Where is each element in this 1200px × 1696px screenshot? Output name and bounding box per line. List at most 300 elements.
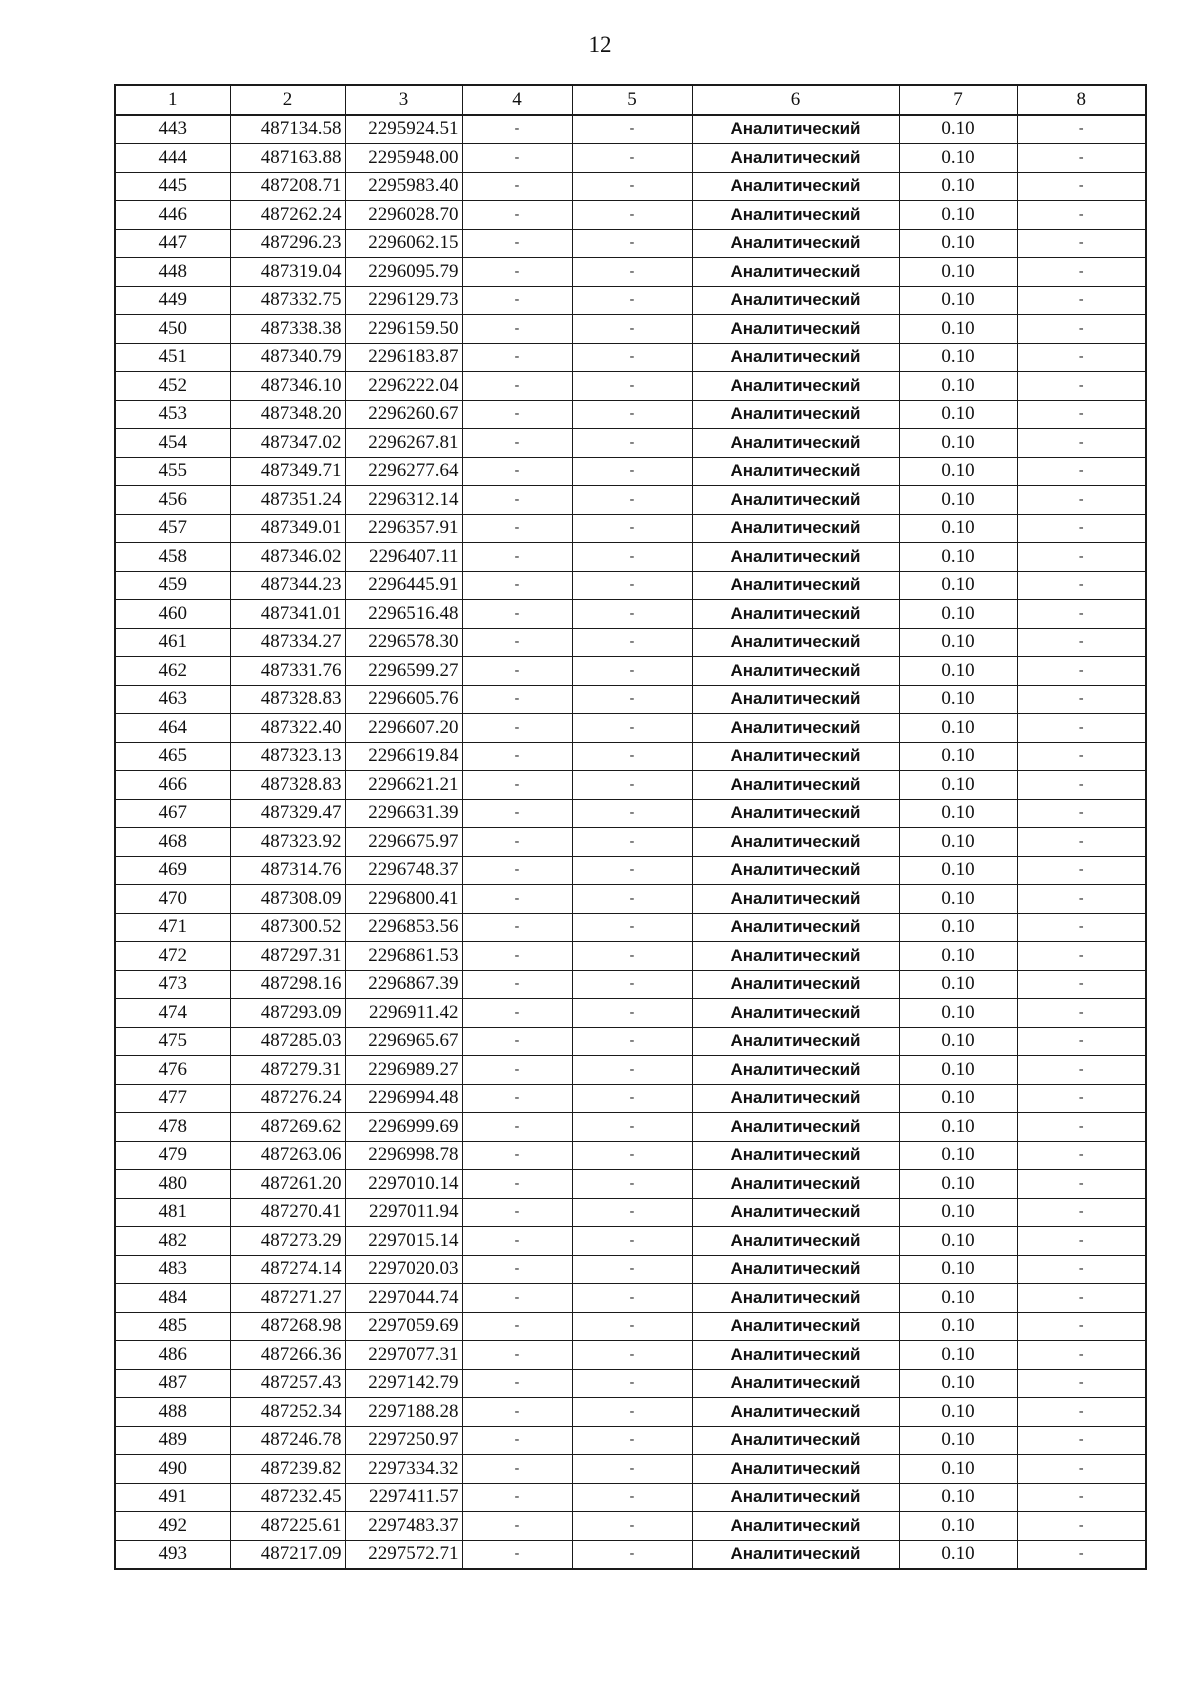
point-number-cell: 486 — [115, 1341, 230, 1370]
table-row — [115, 1027, 1146, 1056]
x-coordinate-cell: 487328.83 — [230, 771, 345, 800]
accuracy-cell: 0.10 — [899, 1455, 1017, 1484]
y-coordinate-cell: 2296853.56 — [345, 913, 462, 942]
column-5-cell: - — [572, 486, 692, 515]
x-coordinate-cell: 487349.71 — [230, 457, 345, 486]
method-cell: Аналитический — [692, 258, 899, 287]
x-coordinate-cell: 487293.09 — [230, 999, 345, 1028]
column-8-cell: - — [1017, 1455, 1146, 1484]
table-row — [115, 1341, 1146, 1370]
column-4-cell: - — [462, 1426, 572, 1455]
column-4-cell: - — [462, 144, 572, 173]
accuracy-cell: 0.10 — [899, 1369, 1017, 1398]
method-cell: Аналитический — [692, 1369, 899, 1398]
column-5-cell: - — [572, 1398, 692, 1427]
method-cell: Аналитический — [692, 913, 899, 942]
table-row — [115, 144, 1146, 173]
method-cell: Аналитический — [692, 742, 899, 771]
x-coordinate-cell: 487332.75 — [230, 286, 345, 315]
point-number-cell: 450 — [115, 315, 230, 344]
column-header: 8 — [1017, 85, 1146, 115]
column-4-cell: - — [462, 1369, 572, 1398]
method-cell: Аналитический — [692, 771, 899, 800]
x-coordinate-cell: 487268.98 — [230, 1312, 345, 1341]
method-cell: Аналитический — [692, 1426, 899, 1455]
method-cell: Аналитический — [692, 1341, 899, 1370]
table-row — [115, 600, 1146, 629]
point-number-cell: 452 — [115, 372, 230, 401]
column-5-cell: - — [572, 229, 692, 258]
table-row — [115, 828, 1146, 857]
y-coordinate-cell: 2296748.37 — [345, 856, 462, 885]
accuracy-cell: 0.10 — [899, 685, 1017, 714]
accuracy-cell: 0.10 — [899, 315, 1017, 344]
column-8-cell: - — [1017, 1084, 1146, 1113]
table-row — [115, 315, 1146, 344]
point-number-cell: 468 — [115, 828, 230, 857]
x-coordinate-cell: 487319.04 — [230, 258, 345, 287]
method-cell: Аналитический — [692, 1198, 899, 1227]
x-coordinate-cell: 487246.78 — [230, 1426, 345, 1455]
x-coordinate-cell: 487285.03 — [230, 1027, 345, 1056]
table-row — [115, 1056, 1146, 1085]
point-number-cell: 455 — [115, 457, 230, 486]
column-header: 3 — [345, 85, 462, 115]
column-4-cell: - — [462, 828, 572, 857]
point-number-cell: 476 — [115, 1056, 230, 1085]
y-coordinate-cell: 2296619.84 — [345, 742, 462, 771]
method-cell: Аналитический — [692, 856, 899, 885]
table-row — [115, 115, 1146, 144]
method-cell: Аналитический — [692, 315, 899, 344]
column-4-cell: - — [462, 1341, 572, 1370]
y-coordinate-cell: 2296911.42 — [345, 999, 462, 1028]
column-5-cell: - — [572, 685, 692, 714]
x-coordinate-cell: 487322.40 — [230, 714, 345, 743]
method-cell: Аналитический — [692, 628, 899, 657]
point-number-cell: 493 — [115, 1540, 230, 1569]
accuracy-cell: 0.10 — [899, 657, 1017, 686]
x-coordinate-cell: 487262.24 — [230, 201, 345, 230]
point-number-cell: 478 — [115, 1113, 230, 1142]
column-4-cell: - — [462, 1084, 572, 1113]
point-number-cell: 487 — [115, 1369, 230, 1398]
column-4-cell: - — [462, 913, 572, 942]
table-row — [115, 1170, 1146, 1199]
accuracy-cell: 0.10 — [899, 799, 1017, 828]
point-number-cell: 466 — [115, 771, 230, 800]
column-5-cell: - — [572, 1056, 692, 1085]
table-row — [115, 1227, 1146, 1256]
x-coordinate-cell: 487276.24 — [230, 1084, 345, 1113]
point-number-cell: 444 — [115, 144, 230, 173]
accuracy-cell: 0.10 — [899, 1255, 1017, 1284]
point-number-cell: 462 — [115, 657, 230, 686]
point-number-cell: 469 — [115, 856, 230, 885]
y-coordinate-cell: 2296312.14 — [345, 486, 462, 515]
table-row — [115, 742, 1146, 771]
method-cell: Аналитический — [692, 828, 899, 857]
column-5-cell: - — [572, 514, 692, 543]
accuracy-cell: 0.10 — [899, 1398, 1017, 1427]
column-8-cell: - — [1017, 657, 1146, 686]
column-5-cell: - — [572, 1141, 692, 1170]
method-cell: Аналитический — [692, 400, 899, 429]
x-coordinate-cell: 487308.09 — [230, 885, 345, 914]
point-number-cell: 473 — [115, 970, 230, 999]
accuracy-cell: 0.10 — [899, 1227, 1017, 1256]
table-row — [115, 999, 1146, 1028]
point-number-cell: 451 — [115, 343, 230, 372]
column-4-cell: - — [462, 315, 572, 344]
table-row — [115, 1455, 1146, 1484]
point-number-cell: 481 — [115, 1198, 230, 1227]
column-4-cell: - — [462, 429, 572, 458]
column-4-cell: - — [462, 1512, 572, 1541]
y-coordinate-cell: 2297015.14 — [345, 1227, 462, 1256]
column-header: 4 — [462, 85, 572, 115]
accuracy-cell: 0.10 — [899, 372, 1017, 401]
y-coordinate-cell: 2296621.21 — [345, 771, 462, 800]
point-number-cell: 477 — [115, 1084, 230, 1113]
x-coordinate-cell: 487334.27 — [230, 628, 345, 657]
table-row — [115, 1113, 1146, 1142]
column-8-cell: - — [1017, 1312, 1146, 1341]
column-header: 6 — [692, 85, 899, 115]
table-row — [115, 970, 1146, 999]
column-5-cell: - — [572, 942, 692, 971]
y-coordinate-cell: 2296357.91 — [345, 514, 462, 543]
point-number-cell: 456 — [115, 486, 230, 515]
accuracy-cell: 0.10 — [899, 1341, 1017, 1370]
method-cell: Аналитический — [692, 1170, 899, 1199]
table-row — [115, 1141, 1146, 1170]
column-5-cell: - — [572, 970, 692, 999]
column-8-cell: - — [1017, 714, 1146, 743]
column-4-cell: - — [462, 1455, 572, 1484]
x-coordinate-cell: 487323.13 — [230, 742, 345, 771]
table-row — [115, 771, 1146, 800]
accuracy-cell: 0.10 — [899, 1284, 1017, 1313]
method-cell: Аналитический — [692, 1084, 899, 1113]
column-5-cell: - — [572, 1369, 692, 1398]
column-4-cell: - — [462, 1027, 572, 1056]
column-5-cell: - — [572, 600, 692, 629]
column-4-cell: - — [462, 1312, 572, 1341]
table-row — [115, 571, 1146, 600]
column-4-cell: - — [462, 1398, 572, 1427]
y-coordinate-cell: 2296599.27 — [345, 657, 462, 686]
coordinates-table — [114, 84, 1147, 1570]
point-number-cell: 472 — [115, 942, 230, 971]
y-coordinate-cell: 2296994.48 — [345, 1084, 462, 1113]
y-coordinate-cell: 2297010.14 — [345, 1170, 462, 1199]
y-coordinate-cell: 2297044.74 — [345, 1284, 462, 1313]
point-number-cell: 453 — [115, 400, 230, 429]
point-number-cell: 457 — [115, 514, 230, 543]
method-cell: Аналитический — [692, 1255, 899, 1284]
method-cell: Аналитический — [692, 1455, 899, 1484]
y-coordinate-cell: 2296129.73 — [345, 286, 462, 315]
column-5-cell: - — [572, 1426, 692, 1455]
y-coordinate-cell: 2297077.31 — [345, 1341, 462, 1370]
x-coordinate-cell: 487344.23 — [230, 571, 345, 600]
column-5-cell: - — [572, 172, 692, 201]
column-4-cell: - — [462, 714, 572, 743]
column-8-cell: - — [1017, 1341, 1146, 1370]
accuracy-cell: 0.10 — [899, 771, 1017, 800]
table-row — [115, 372, 1146, 401]
x-coordinate-cell: 487269.62 — [230, 1113, 345, 1142]
column-4-cell: - — [462, 400, 572, 429]
method-cell: Аналитический — [692, 1113, 899, 1142]
column-8-cell: - — [1017, 1056, 1146, 1085]
accuracy-cell: 0.10 — [899, 286, 1017, 315]
x-coordinate-cell: 487340.79 — [230, 343, 345, 372]
column-8-cell: - — [1017, 1426, 1146, 1455]
method-cell: Аналитический — [692, 343, 899, 372]
column-5-cell: - — [572, 771, 692, 800]
accuracy-cell: 0.10 — [899, 514, 1017, 543]
y-coordinate-cell: 2297142.79 — [345, 1369, 462, 1398]
table-row — [115, 229, 1146, 258]
column-5-cell: - — [572, 1084, 692, 1113]
y-coordinate-cell: 2296867.39 — [345, 970, 462, 999]
accuracy-cell: 0.10 — [899, 628, 1017, 657]
y-coordinate-cell: 2297483.37 — [345, 1512, 462, 1541]
column-8-cell: - — [1017, 372, 1146, 401]
page-number: 12 — [588, 32, 612, 57]
method-cell: Аналитический — [692, 942, 899, 971]
column-8-cell: - — [1017, 1141, 1146, 1170]
column-8-cell: - — [1017, 115, 1146, 144]
method-cell: Аналитический — [692, 1227, 899, 1256]
column-5-cell: - — [572, 1455, 692, 1484]
point-number-cell: 480 — [115, 1170, 230, 1199]
x-coordinate-cell: 487279.31 — [230, 1056, 345, 1085]
x-coordinate-cell: 487232.45 — [230, 1483, 345, 1512]
method-cell: Аналитический — [692, 999, 899, 1028]
accuracy-cell: 0.10 — [899, 1540, 1017, 1569]
column-4-cell: - — [462, 657, 572, 686]
x-coordinate-cell: 487351.24 — [230, 486, 345, 515]
method-cell: Аналитический — [692, 685, 899, 714]
x-coordinate-cell: 487298.16 — [230, 970, 345, 999]
table-row — [115, 1483, 1146, 1512]
column-8-cell: - — [1017, 856, 1146, 885]
y-coordinate-cell: 2296999.69 — [345, 1113, 462, 1142]
method-cell: Аналитический — [692, 286, 899, 315]
column-5-cell: - — [572, 400, 692, 429]
method-cell: Аналитический — [692, 429, 899, 458]
column-4-cell: - — [462, 1198, 572, 1227]
column-4-cell: - — [462, 1113, 572, 1142]
column-8-cell: - — [1017, 457, 1146, 486]
column-4-cell: - — [462, 543, 572, 572]
column-5-cell: - — [572, 1540, 692, 1569]
accuracy-cell: 0.10 — [899, 1426, 1017, 1455]
y-coordinate-cell: 2296445.91 — [345, 571, 462, 600]
method-cell: Аналитический — [692, 885, 899, 914]
x-coordinate-cell: 487252.34 — [230, 1398, 345, 1427]
column-5-cell: - — [572, 828, 692, 857]
point-number-cell: 465 — [115, 742, 230, 771]
column-5-cell: - — [572, 1170, 692, 1199]
method-cell: Аналитический — [692, 372, 899, 401]
accuracy-cell: 0.10 — [899, 172, 1017, 201]
table-row — [115, 1398, 1146, 1427]
point-number-cell: 454 — [115, 429, 230, 458]
y-coordinate-cell: 2296028.70 — [345, 201, 462, 230]
accuracy-cell: 0.10 — [899, 115, 1017, 144]
column-5-cell: - — [572, 885, 692, 914]
method-cell: Аналитический — [692, 1056, 899, 1085]
column-8-cell: - — [1017, 685, 1146, 714]
column-8-cell: - — [1017, 571, 1146, 600]
method-cell: Аналитический — [692, 799, 899, 828]
method-cell: Аналитический — [692, 714, 899, 743]
column-4-cell: - — [462, 115, 572, 144]
method-cell: Аналитический — [692, 1512, 899, 1541]
table-row — [115, 343, 1146, 372]
table-row — [115, 486, 1146, 515]
column-5-cell: - — [572, 1227, 692, 1256]
column-8-cell: - — [1017, 201, 1146, 230]
table-row — [115, 1084, 1146, 1113]
accuracy-cell: 0.10 — [899, 1512, 1017, 1541]
accuracy-cell: 0.10 — [899, 885, 1017, 914]
column-5-cell: - — [572, 628, 692, 657]
y-coordinate-cell: 2296631.39 — [345, 799, 462, 828]
column-8-cell: - — [1017, 543, 1146, 572]
column-header: 7 — [899, 85, 1017, 115]
y-coordinate-cell: 2296277.64 — [345, 457, 462, 486]
column-4-cell: - — [462, 1255, 572, 1284]
column-8-cell: - — [1017, 913, 1146, 942]
column-4-cell: - — [462, 1227, 572, 1256]
x-coordinate-cell: 487134.58 — [230, 115, 345, 144]
point-number-cell: 459 — [115, 571, 230, 600]
table-row — [115, 429, 1146, 458]
method-cell: Аналитический — [692, 201, 899, 230]
column-5-cell: - — [572, 657, 692, 686]
table-row — [115, 172, 1146, 201]
x-coordinate-cell: 487271.27 — [230, 1284, 345, 1313]
column-4-cell: - — [462, 628, 572, 657]
x-coordinate-cell: 487346.10 — [230, 372, 345, 401]
column-8-cell: - — [1017, 1198, 1146, 1227]
method-cell: Аналитический — [692, 1141, 899, 1170]
point-number-cell: 471 — [115, 913, 230, 942]
table-row — [115, 657, 1146, 686]
table-row — [115, 628, 1146, 657]
y-coordinate-cell: 2296605.76 — [345, 685, 462, 714]
y-coordinate-cell: 2296095.79 — [345, 258, 462, 287]
y-coordinate-cell: 2297572.71 — [345, 1540, 462, 1569]
table-header-row — [115, 85, 1146, 115]
column-8-cell: - — [1017, 1027, 1146, 1056]
accuracy-cell: 0.10 — [899, 1113, 1017, 1142]
column-8-cell: - — [1017, 286, 1146, 315]
column-5-cell: - — [572, 799, 692, 828]
column-8-cell: - — [1017, 742, 1146, 771]
method-cell: Аналитический — [692, 1027, 899, 1056]
y-coordinate-cell: 2296407.11 — [345, 543, 462, 572]
table-row — [115, 942, 1146, 971]
column-4-cell: - — [462, 1141, 572, 1170]
column-8-cell: - — [1017, 229, 1146, 258]
accuracy-cell: 0.10 — [899, 942, 1017, 971]
method-cell: Аналитический — [692, 1398, 899, 1427]
column-4-cell: - — [462, 1284, 572, 1313]
x-coordinate-cell: 487349.01 — [230, 514, 345, 543]
point-number-cell: 490 — [115, 1455, 230, 1484]
x-coordinate-cell: 487273.29 — [230, 1227, 345, 1256]
table-row — [115, 201, 1146, 230]
point-number-cell: 485 — [115, 1312, 230, 1341]
column-4-cell: - — [462, 258, 572, 287]
column-4-cell: - — [462, 1170, 572, 1199]
x-coordinate-cell: 487323.92 — [230, 828, 345, 857]
accuracy-cell: 0.10 — [899, 1141, 1017, 1170]
point-number-cell: 445 — [115, 172, 230, 201]
column-8-cell: - — [1017, 258, 1146, 287]
method-cell: Аналитический — [692, 172, 899, 201]
y-coordinate-cell: 2295924.51 — [345, 115, 462, 144]
coordinates-table-container — [114, 84, 1145, 1570]
method-cell: Аналитический — [692, 115, 899, 144]
column-8-cell: - — [1017, 828, 1146, 857]
column-header: 1 — [115, 85, 230, 115]
accuracy-cell: 0.10 — [899, 1483, 1017, 1512]
table-row — [115, 514, 1146, 543]
column-4-cell: - — [462, 514, 572, 543]
column-5-cell: - — [572, 286, 692, 315]
accuracy-cell: 0.10 — [899, 486, 1017, 515]
table-row — [115, 1198, 1146, 1227]
method-cell: Аналитический — [692, 1312, 899, 1341]
column-4-cell: - — [462, 571, 572, 600]
accuracy-cell: 0.10 — [899, 1198, 1017, 1227]
column-8-cell: - — [1017, 600, 1146, 629]
method-cell: Аналитический — [692, 571, 899, 600]
x-coordinate-cell: 487296.23 — [230, 229, 345, 258]
x-coordinate-cell: 487297.31 — [230, 942, 345, 971]
table-body — [115, 115, 1146, 1570]
column-5-cell: - — [572, 144, 692, 173]
column-8-cell: - — [1017, 771, 1146, 800]
table-row — [115, 1540, 1146, 1569]
table-row — [115, 856, 1146, 885]
column-8-cell: - — [1017, 514, 1146, 543]
y-coordinate-cell: 2296989.27 — [345, 1056, 462, 1085]
x-coordinate-cell: 487329.47 — [230, 799, 345, 828]
accuracy-cell: 0.10 — [899, 1084, 1017, 1113]
table-row — [115, 1512, 1146, 1541]
method-cell: Аналитический — [692, 457, 899, 486]
y-coordinate-cell: 2296516.48 — [345, 600, 462, 629]
column-4-cell: - — [462, 685, 572, 714]
x-coordinate-cell: 487239.82 — [230, 1455, 345, 1484]
table-row — [115, 543, 1146, 572]
accuracy-cell: 0.10 — [899, 1170, 1017, 1199]
column-8-cell: - — [1017, 1540, 1146, 1569]
column-4-cell: - — [462, 486, 572, 515]
x-coordinate-cell: 487261.20 — [230, 1170, 345, 1199]
method-cell: Аналитический — [692, 229, 899, 258]
method-cell: Аналитический — [692, 1483, 899, 1512]
column-5-cell: - — [572, 315, 692, 344]
